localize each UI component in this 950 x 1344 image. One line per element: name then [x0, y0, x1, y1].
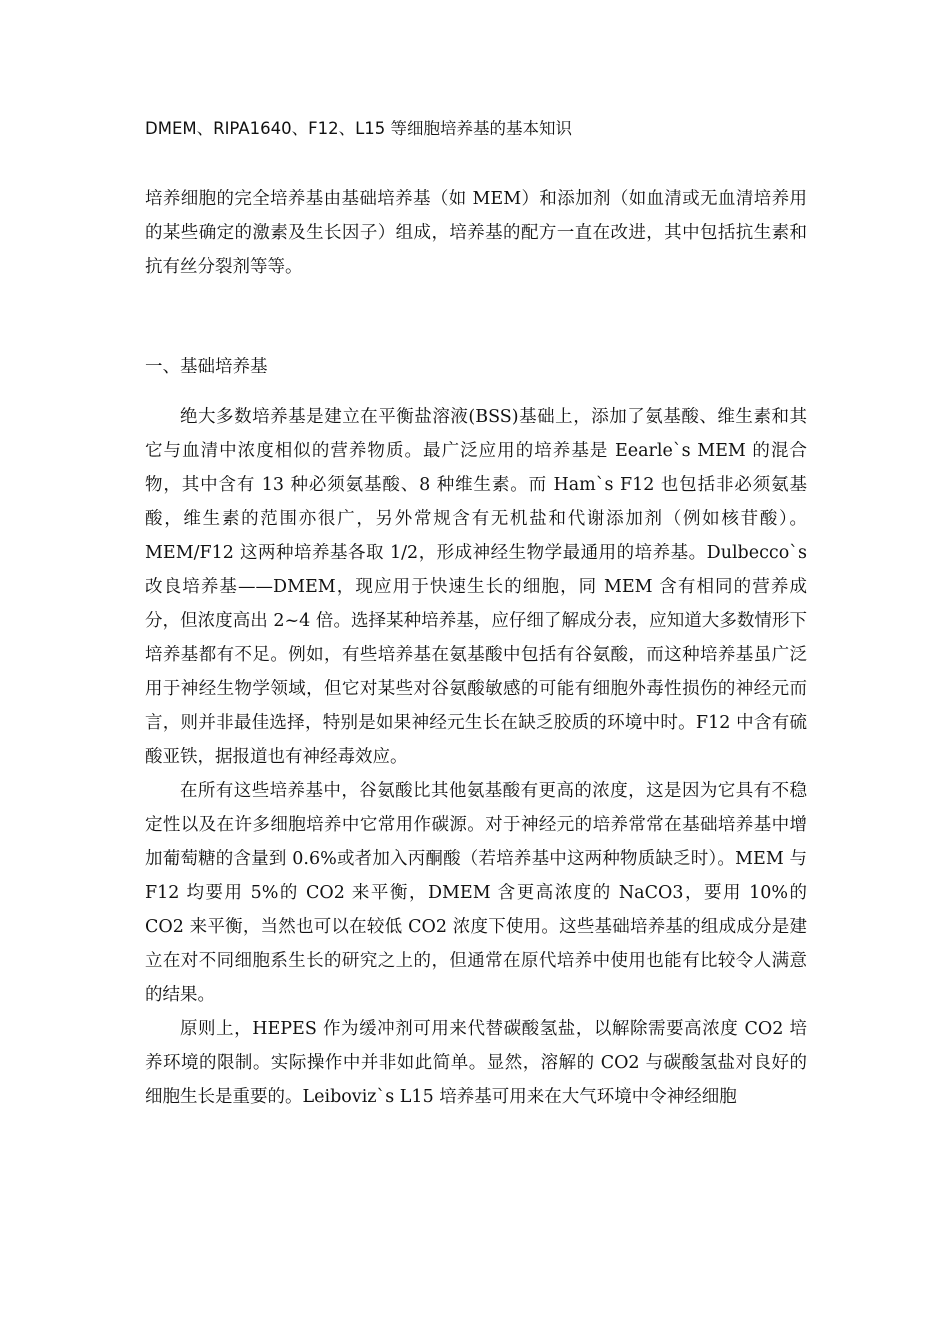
section-heading: 一、基础培养基	[145, 357, 268, 377]
body-paragraph: 绝大多数培养基是建立在平衡盐溶液(BSS)基础上，添加了氨基酸、维生素和其它与血清中浓度相似的营养物质。最广泛应用的培养基是 Eearle`s MEM 的混合物，其中含有 13 种必须氨基酸、8 种维生素。而 Ham`s F12 也包括非必须氨基酸，维生素的范围亦很广，另外常规含有无机盐和代谢添加剂（例如核苷酸）。MEM/F12 这两种培养基各取 1/2，形成神经生物学最通用的培养基。Dulbecco`s 改良培养基——DMEM，现应用于快速生长的细胞，同 MEM 含有相同的营养成分，但浓度高出 2~4 倍。选择某种培养基，应仔细了解成分表，应知道大多数情形下培养基都有不足。例如，有些培养基在氨基酸中包括有谷氨酸，而这种培养基虽广泛用于神经生物学领域，但它对某些对谷氨酸敏感的可能有细胞外毒性损伤的神经元而言，则并非最佳选择，特别是如果神经元生长在缺乏胶质的环境中时。F12 中含有硫酸亚铁，据报道也有神经毒效应。	[145, 407, 807, 767]
body-paragraph: 原则上，HEPES 作为缓冲剂可用来代替碳酸氢盐，以解除需要高浓度 CO2 培养环境的限制。实际操作中并非如此简单。显然，溶解的 CO2 与碳酸氢盐对良好的细胞生长是重要的。Leiboviz`s L15 培养基可用来在大气环境中令神经细胞	[145, 1019, 807, 1107]
body-paragraph: 在所有这些培养基中，谷氨酸比其他氨基酸有更高的浓度，这是因为它具有不稳定性以及在许多细胞培养中它常用作碳源。对于神经元的培养常常在基础培养基中增加葡萄糖的含量到 0.6%或者加入丙酮酸（若培养基中这两种物质缺乏时）。MEM 与 F12 均要用 5%的 CO2 来平衡，DMEM 含更高浓度的 NaCO3，要用 10%的 CO2 来平衡，当然也可以在较低 CO2 浓度下使用。这些基础培养基的组成成分是建立在对不同细胞系生长的研究之上的，但通常在原代培养中使用也能有比较令人满意的结果。	[145, 781, 807, 1005]
document-title: DMEM、RIPA1640、F12、L15 等细胞培养基的基本知识	[145, 119, 573, 138]
document-body	[145, 112, 807, 1114]
intro-paragraph: 培养细胞的完全培养基由基础培养基（如 MEM）和添加剂（如血清或无血清培养用的某些确定的激素及生长因子）组成，培养基的配方一直在改进，其中包括抗生素和抗有丝分裂剂等等。	[145, 189, 807, 277]
